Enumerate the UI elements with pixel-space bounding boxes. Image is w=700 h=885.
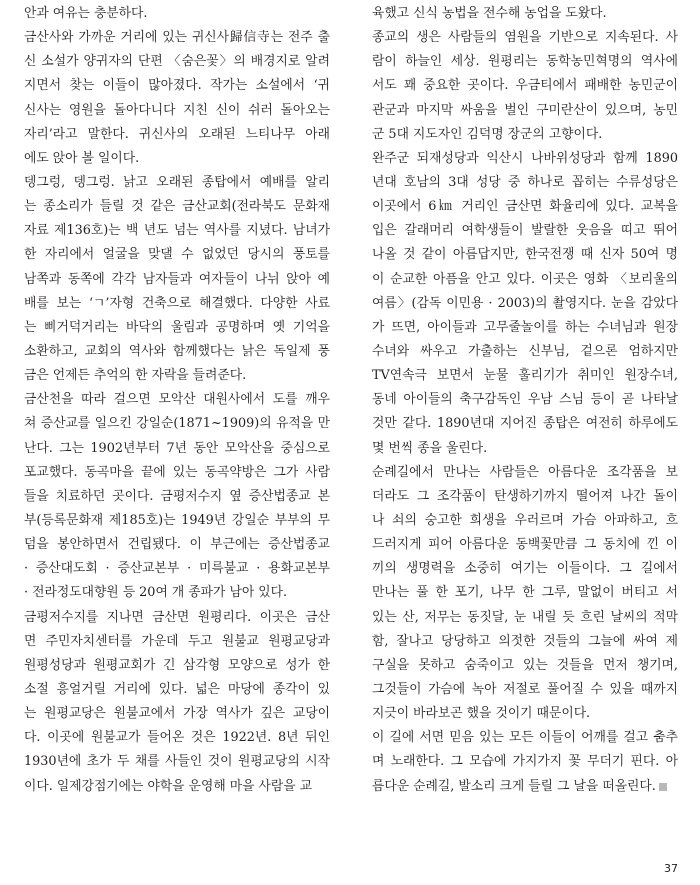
paragraph [24,606,330,799]
text-line: 수녀와 싸우고 가출하는 신부님, 겉으론 엄하지만 [372,343,678,359]
text-line: 만나는 풀 한 포기, 나무 한 그루, 말없이 버티고 서 [372,585,678,601]
paragraph [372,147,678,461]
text-line: 소환하고, 교회의 역사와 함께했다는 낡은 독일제 풍 [24,343,330,359]
text-line: 나올 것 같이 아름답지만, 한국전쟁 때 신자 50여 명 [372,247,678,263]
text-line: 금산사와 가까운 거리에 있는 귀신사歸信寺는 전주 출 [24,30,330,46]
text-line: 이곳에서 6㎞ 거리인 금산면 화율리에 있다. 교복을 [372,199,678,215]
text-line: 포교했다. 동곡마을 끝에 있는 동곡약방은 그가 사람 [24,464,330,480]
text-line: 가 뜨면, 아이들과 고무줄놀이를 하는 수녀님과 원장 [372,319,678,335]
text-line: 드러지게 피어 아름다운 동백꽃만큼 그 동치에 낀 이 [372,537,678,553]
text-line: 다. 이곳에 원불교가 들어온 것은 1922년. 8년 뒤인 [24,730,330,746]
text-line: · 증산대도회 · 증산교본부 · 미륵불교 · 용화교본부 [24,561,330,577]
text-line: 원평성당과 원평교회가 긴 삼각형 모양으로 성가 한 [24,657,330,673]
text-line: TV연속극 보면서 눈물 훌리기가 취미인 원장수녀, [372,368,678,384]
paragraph [24,2,330,26]
text-line: 덤을 봉안하면서 건립됐다. 이 부근에는 증산법종교 [24,537,330,553]
text-line: 는 원평교당은 원불교에서 가장 역사가 깊은 교당이 [24,706,330,722]
text-line: 들을 치료하던 곳이다. 금평저수지 옆 증산법종교 본 [24,488,330,504]
text-line: 것만 같다. 1890년대 지어진 종탑은 여전히 하루에도 [372,416,678,432]
text-line: 난다. 그는 1902년부터 7년 동안 모악산을 중심으로 [24,440,330,456]
paragraph [24,26,330,171]
paragraph [24,171,330,388]
text-line: 름다운 순례길, 발소리 크게 들릴 그 날을 떠올린다. [372,775,678,799]
text-line: 금은 언제든 추억의 한 자락을 들려준다. [24,368,247,384]
text-line: 동네 아이들의 축구감독인 우남 스님 등이 곧 나타날 [372,392,678,408]
text-line: 자리’라고 말한다. 귀신사의 오래된 느티나무 아래 [24,126,330,142]
text-line: 관군과 마지막 싸움을 벌인 구미란산이 있으며, 농민 [372,102,678,118]
text-line: 금평저수지를 지나면 금산면 원평리다. 이곳은 금산 [24,609,330,625]
page-number: 37 [664,862,678,875]
text-line: 부(등록문화재 제185호)는 1949년 강일순 부부의 무 [24,512,330,528]
text-line: 이 길에 서면 믿음 있는 모든 이들이 어깨를 걸고 춤추 [372,730,678,746]
text-line: 안과 여유는 충분하다. [24,6,148,21]
text-line: 지긋이 바라보곤 했을 것이기 때문이다. [372,706,591,722]
paragraph [372,26,678,147]
text-line: 며 노래한다. 그 모습에 가지가지 꽃 무더기 핀다. 아 [372,754,678,770]
text-line: 나 쇠의 숭고한 희생을 우러르며 가슴 아파하고, 흐 [372,512,678,528]
end-mark-icon [659,783,667,791]
text-line: 여름〉(감독 이민용 · 2003)의 촬영지다. 눈을 감았다 [372,295,678,311]
text-line: 한 자리에서 얼굴을 맞댈 수 없었던 당시의 풍토를 [24,247,330,263]
text-line: 종교의 생은 사람들의 염원을 기반으로 지속된다. 사 [372,30,678,46]
paragraph [24,388,330,605]
text-line: 서도 꽤 중요한 곳이다. 우금티에서 패배한 농민군이 [372,78,678,94]
text-line: 이 순교한 아픔을 안고 있다. 이곳은 영화 〈보리울의 [372,271,678,287]
text-line: 는 삐거덕거리는 바닥의 울림과 공명하며 옛 기억을 [24,319,330,335]
text-line: 입은 갈래머리 여학생들이 발랄한 웃음을 띠고 뛰어 [372,223,678,239]
text-line: 소절 흥얼거릴 거리에 있다. 넓은 마당에 종각이 있 [24,681,330,697]
text-line: 람이 하늘인 세상. 원평리는 동학농민혁명의 역사에 [372,54,678,70]
text-line: 년대 호남의 3대 성당 중 하나로 꼽히는 수류성당은 [372,174,678,190]
text-line: 자료 제136호)는 백 년도 넘는 역사를 지녔다. 남녀가 [24,223,330,239]
text-line: 더라도 그 조각품이 탄생하기까지 떨어져 나간 돌이 [372,488,678,504]
text-line: 에도 앉아 볼 일이다. [24,150,140,166]
text-line: 쳐 증산교를 일으킨 강일순(1871~1909)의 유적을 만 [24,416,330,432]
text-line: 금산천을 따라 걸으면 모악산 대원사에서 도를 깨우 [24,392,330,408]
text-line: 함, 잘나고 당당하고 의젓한 것들의 그늘에 싸여 제 [372,633,678,649]
text-line: 구실을 못하고 숨죽이고 있는 것들을 먼저 챙기며, [372,657,678,673]
text-line: 는 종소리가 들릴 것 같은 금산교회(전라북도 문화재 [24,199,330,215]
text-line: 지면서 찾는 이들이 많아졌다. 작가는 소설에서 ‘귀 [24,78,330,94]
text-line: 1930년에 초가 두 채를 사들인 것이 원평교당의 시작 [24,754,330,770]
text-line: 몇 번씩 종을 울린다. [372,440,488,456]
text-line: 신사는 영원을 돌아다니다 지친 신이 쉬러 돌아오는 [24,102,330,118]
text-line: 뎅그렁, 뎅그렁. 낡고 오래된 종탑에서 예배를 알리 [24,174,330,190]
left-column [24,2,330,799]
paragraph [372,726,678,798]
text-line: 이다. 일제강점기에는 야학을 운영해 마을 사람을 교 [24,778,313,794]
text-line: 있는 산, 저무는 동짓달, 눈 내릴 듯 흐린 날씨의 적막 [372,609,678,625]
paragraph [372,2,678,26]
text-line: 순례길에서 만나는 사람들은 아름다운 조각품을 보 [372,464,678,480]
right-column [372,2,678,799]
text-line: 그것들이 가슴에 녹아 저절로 풀어질 수 있을 때까지 [372,681,678,697]
text-line: 끼의 생명력을 소중히 여기는 이들이다. 그 길에서 [372,561,678,577]
text-line: 완주군 되재성당과 익산시 나바위성당과 함께 1890 [372,150,678,166]
text-line: 면 주민자치센터를 가운데 두고 원불교 원평교당과 [24,633,330,649]
text-line: 남쪽과 동쪽에 각각 남자들과 여자들이 나뉘 앉아 예 [24,271,330,287]
text-line: 육했고 신식 농법을 전수해 농업을 도왔다. [372,6,607,21]
paragraph [372,461,678,727]
text-line: 신 소설가 양귀자의 단편 〈숨은꽃〉의 배경지로 알려 [24,54,330,70]
text-line: 군 5대 지도자인 김덕명 장군의 고향이다. [372,126,603,142]
text-line: · 전라정도대향원 등 20여 개 종파가 남아 있다. [24,585,288,601]
text-line: 배를 보는 ‘ㄱ’자형 건축으로 해결했다. 다양한 사료 [24,295,330,311]
